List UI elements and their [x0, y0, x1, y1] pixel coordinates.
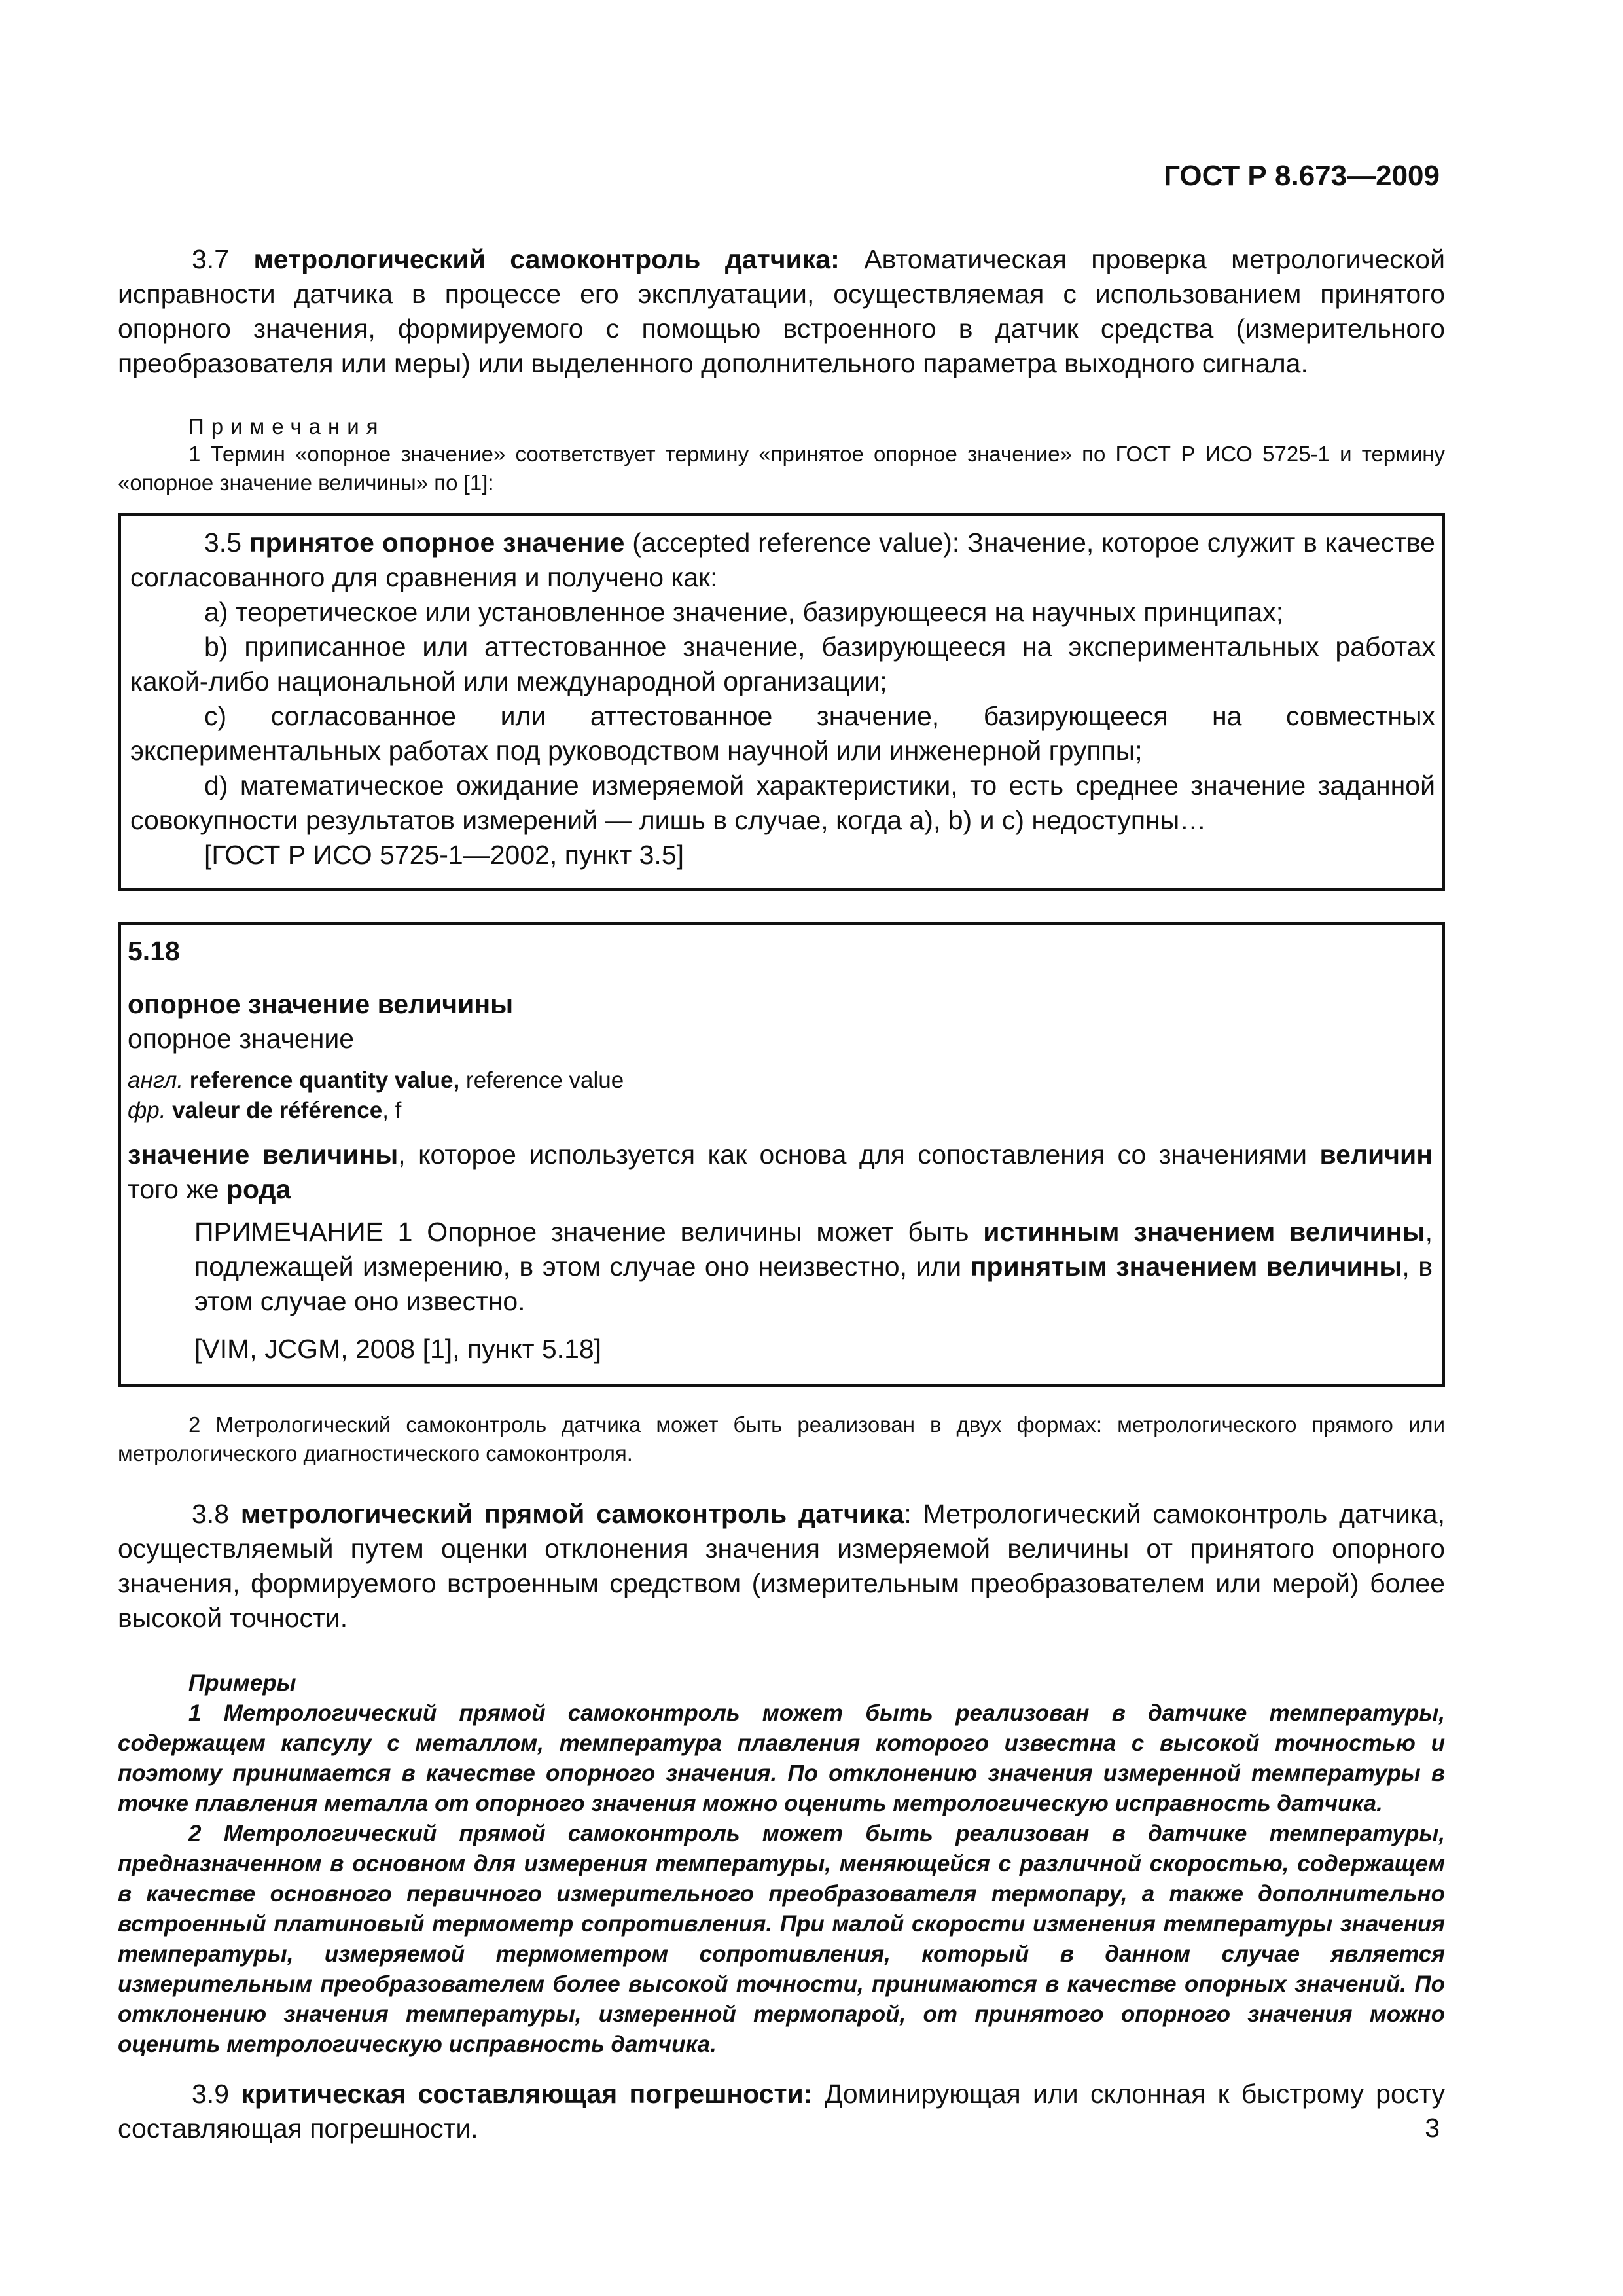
def-part-2: , которое используется как основа для сопоставления со значениями	[398, 1139, 1320, 1170]
vim-number: 5.18	[128, 936, 180, 966]
clause-3-8	[118, 1497, 1445, 1636]
iso-number: 3.5	[204, 528, 241, 558]
def-part-1: значение величины	[128, 1139, 399, 1170]
vim-definition-box	[118, 922, 1445, 1387]
iso-item-a: а) теоретическое или установленное значение, базирующееся на научных принципах;	[204, 597, 1284, 627]
clause-term: метрологический прямой самоконтроль датчика	[240, 1499, 904, 1529]
en-rest: reference value	[465, 1067, 624, 1093]
note-part-5: , в этом случае оно известно.	[194, 1251, 1433, 1316]
iso-item-c: с) согласованное или аттестованное значение, базирующееся на совместных экспериментальных работах под руководством научной или инженерной группы;	[130, 701, 1435, 766]
fr-term: valeur de référence	[172, 1098, 383, 1123]
note-part-2: истинным значением величины	[983, 1217, 1425, 1247]
lang-abbr-fr: фр.	[128, 1098, 166, 1123]
clause-definition: Автоматическая проверка метрологической исправности датчика в процессе его эксплуатации, осуществляемая с использованием принятого опорного значения, формируемого с помощью встроенного в датчик средства (измерительного преобразователя или меры) или выделенного дополнительного параметра выходного сигнала.	[118, 244, 1445, 378]
vim-french	[128, 1096, 1433, 1126]
clause-definition: : Метрологический самоконтроль датчика, осуществляемый путем оценки отклонения значения измеряемой величины от принятого опорного значения, формируемого встроенным средством (измерительным преобразователем или мерой) более высокой точности.	[118, 1499, 1445, 1633]
vim-definition	[128, 1138, 1433, 1207]
clause-term: критическая составляющая погрешности:	[241, 2079, 813, 2109]
iso-definition-text: (accepted reference value): Значение, которое служит в качестве согласованного для сравнения и получено как:	[130, 528, 1435, 592]
iso-item-b: b) приписанное или аттестованное значение, базирующееся на экспериментальных работах какой-либо национальной или международной организации;	[130, 632, 1435, 696]
notes-heading: Примечания	[188, 414, 385, 439]
clause-3-7	[118, 242, 1445, 381]
iso-item-d: d) математическое ожидание измеряемой характеристики, то есть среднее значение заданной совокупности результатов измерений — лишь в случае, когда а), b) и с) недоступны…	[130, 770, 1435, 835]
iso-source: [ГОСТ Р ИСО 5725-1—2002, пункт 3.5]	[204, 840, 685, 870]
def-part-4: того же	[128, 1174, 226, 1204]
lang-abbr-en: англ.	[128, 1067, 184, 1093]
iso-definition-box	[118, 513, 1445, 891]
iso-definition	[130, 526, 1435, 595]
def-part-5: рода	[226, 1174, 291, 1204]
fr-rest: , f	[382, 1098, 402, 1123]
note-1: 1 Термин «опорное значение» соответствует термину «принятое опорное значение» по ГОСТ Р ИСО 5725-1 и термину «опорное значение величины» по [1]:	[118, 442, 1445, 495]
vim-english	[128, 1066, 1433, 1096]
vim-note	[194, 1215, 1433, 1319]
note-part-3: , подлежащей измерению, в этом случае оно неизвестно, или	[194, 1217, 1433, 1282]
clause-term: метрологический самоконтроль датчика:	[253, 244, 840, 274]
en-term: reference quantity value,	[189, 1067, 460, 1093]
page-number: 3	[1425, 2113, 1440, 2143]
vim-synonym: опорное значение	[128, 1024, 355, 1054]
example-2: 2 Метрологический прямой самоконтроль может быть реализован в датчике температуры, предназначенном в основном для измерения температуры, меняющейся с различной скоростью, содержащем в качестве основного первичного измерительного преобразователя термопару, а также дополнительно встроенный платиновый термометр сопротивления. При малой скорости изменения температуры значения температуры, измеряемой термометром сопротивления, который в данном случае является измерительным преобразователем более высокой точности, принимаются в качестве опорных значений. По отклонению значения температуры, измеренной термопарой, от принятого опорного значения можно оценить метрологическую исправность датчика.	[118, 1821, 1445, 2057]
note-part-1: ПРИМЕЧАНИЕ 1 Опорное значение величины может быть	[194, 1217, 984, 1247]
example-1: 1 Метрологический прямой самоконтроль может быть реализован в датчике температуры, содержащем капсулу с металлом, температура плавления которого известна с высокой точностью и поэтому принимается в качестве опорного значения. По отклонению значения измеренной температуры в точке плавления металла от опорного значения можно оценить метрологическую исправность датчика.	[118, 1700, 1445, 1816]
clause-number: 3.8	[192, 1499, 229, 1529]
examples-heading: Примеры	[188, 1670, 296, 1696]
clause-3-9	[118, 2077, 1445, 2146]
vim-source: [VIM, JCGM, 2008 [1], пункт 5.18]	[194, 1334, 602, 1364]
note-2: 2 Метрологический самоконтроль датчика может быть реализован в двух формах: метрологического прямого или метрологического диагностического самоконтроля.	[118, 1412, 1445, 1465]
page-content	[118, 242, 1445, 2146]
clause-number: 3.7	[192, 244, 229, 274]
document-code: ГОСТ Р 8.673—2009	[1164, 160, 1440, 192]
clause-number: 3.9	[192, 2079, 229, 2109]
def-part-3: величин	[1319, 1139, 1433, 1170]
note-part-4: принятым значением величины	[970, 1251, 1402, 1282]
vim-term: опорное значение величины	[128, 989, 514, 1019]
clause-definition: Доминирующая или склонная к быстрому росту составляющая погрешности.	[118, 2079, 1445, 2144]
iso-term: принятое опорное значение	[249, 528, 625, 558]
